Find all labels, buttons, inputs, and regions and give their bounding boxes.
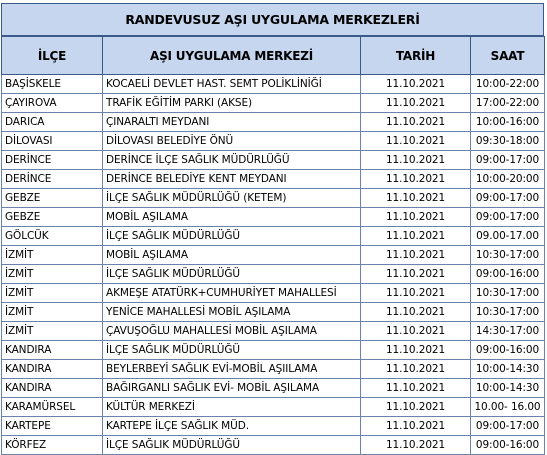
cell-date: 11.10.2021 [361, 322, 471, 341]
table-row [2, 94, 545, 113]
cell-time: 14:30-17:00 [471, 322, 545, 341]
cell-date: 11.10.2021 [361, 227, 471, 246]
cell-center: ÇAVUŞOĞLU MAHALLESİ MOBİL AŞILAMA [103, 322, 361, 341]
cell-district: KANDIRA [2, 360, 103, 379]
cell-center: İLÇE SAĞLIK MÜDÜRLÜĞÜ [103, 436, 361, 455]
schedule-sheet [1, 3, 544, 455]
cell-center: ÇINARALTI MEYDANI [103, 113, 361, 132]
cell-center: MOBİL AŞILAMA [103, 208, 361, 227]
cell-date: 11.10.2021 [361, 170, 471, 189]
table-row [2, 189, 545, 208]
cell-time: 10:00-20:00 [471, 170, 545, 189]
table-row [2, 398, 545, 417]
cell-date: 11.10.2021 [361, 246, 471, 265]
cell-date: 11.10.2021 [361, 284, 471, 303]
cell-time: 10:30-17:00 [471, 303, 545, 322]
cell-date: 11.10.2021 [361, 113, 471, 132]
cell-center: İLÇE SAĞLIK MÜDÜRLÜĞÜ (KETEM) [103, 189, 361, 208]
cell-date: 11.10.2021 [361, 360, 471, 379]
cell-district: KANDIRA [2, 379, 103, 398]
table-row [2, 360, 545, 379]
cell-center: DERİNCE BELEDİYE KENT MEYDANI [103, 170, 361, 189]
table-row [2, 341, 545, 360]
cell-center: İLÇE SAĞLIK MÜDÜRLÜĞÜ [103, 341, 361, 360]
sheet-title: RANDEVUSUZ AŞI UYGULAMA MERKEZLERİ [1, 3, 544, 36]
cell-district: İZMİT [2, 246, 103, 265]
table-row [2, 151, 545, 170]
cell-date: 11.10.2021 [361, 265, 471, 284]
cell-center: KÜLTÜR MERKEZİ [103, 398, 361, 417]
cell-date: 11.10.2021 [361, 132, 471, 151]
cell-district: GEBZE [2, 208, 103, 227]
table-row [2, 322, 545, 341]
cell-district: KARTEPE [2, 417, 103, 436]
cell-center: DİLOVASI BELEDİYE ÖNÜ [103, 132, 361, 151]
cell-time: 10:00-22:00 [471, 75, 545, 94]
cell-time: 10:00-14:30 [471, 379, 545, 398]
column-header-date: TARİH [361, 37, 471, 75]
cell-time: 09:00-17:00 [471, 151, 545, 170]
cell-time: 09:00-17:00 [471, 189, 545, 208]
cell-time: 09:00-17:00 [471, 208, 545, 227]
cell-district: KARAMÜRSEL [2, 398, 103, 417]
cell-district: DERİNCE [2, 151, 103, 170]
table-row [2, 246, 545, 265]
table-row [2, 265, 545, 284]
table-row [2, 284, 545, 303]
cell-center: İLÇE SAĞLIK MÜDÜRLÜĞÜ [103, 227, 361, 246]
table-row [2, 132, 545, 151]
cell-district: KANDIRA [2, 341, 103, 360]
cell-center: DERİNCE İLÇE SAĞLIK MÜDÜRLÜĞÜ [103, 151, 361, 170]
cell-time: 09:00-16:00 [471, 265, 545, 284]
cell-district: KÖRFEZ [2, 436, 103, 455]
cell-center: BAĞIRGANLI SAĞLIK EVİ- MOBİL AŞILAMA [103, 379, 361, 398]
cell-district: İZMİT [2, 322, 103, 341]
cell-time: 10:30-17:00 [471, 284, 545, 303]
cell-district: DERİNCE [2, 170, 103, 189]
cell-district: İZMİT [2, 303, 103, 322]
cell-date: 11.10.2021 [361, 94, 471, 113]
cell-date: 11.10.2021 [361, 341, 471, 360]
table-row [2, 303, 545, 322]
cell-center: İLÇE SAĞLIK MÜDÜRLÜĞÜ [103, 265, 361, 284]
table-row [2, 208, 545, 227]
column-header-district: İLÇE [2, 37, 103, 75]
column-header-center: AŞI UYGULAMA MERKEZİ [103, 37, 361, 75]
cell-time: 09:00-17:00 [471, 417, 545, 436]
table-row [2, 379, 545, 398]
cell-center: TRAFİK EĞİTİM PARKI (AKSE) [103, 94, 361, 113]
table-row [2, 417, 545, 436]
table-row [2, 170, 545, 189]
cell-district: GEBZE [2, 189, 103, 208]
cell-center: YENİCE MAHALLESİ MOBİL AŞILAMA [103, 303, 361, 322]
cell-date: 11.10.2021 [361, 303, 471, 322]
cell-district: DİLOVASI [2, 132, 103, 151]
cell-date: 11.10.2021 [361, 189, 471, 208]
vaccination-table [1, 36, 545, 455]
cell-center: KARTEPE İLÇE SAĞLIK MÜD. [103, 417, 361, 436]
cell-district: ÇAYIROVA [2, 94, 103, 113]
cell-date: 11.10.2021 [361, 417, 471, 436]
cell-date: 11.10.2021 [361, 436, 471, 455]
cell-district: İZMİT [2, 284, 103, 303]
cell-center: AKMEŞE ATATÜRK+CUMHURİYET MAHALLESİ [103, 284, 361, 303]
cell-time: 10.00- 16.00 [471, 398, 545, 417]
cell-date: 11.10.2021 [361, 75, 471, 94]
cell-date: 11.10.2021 [361, 379, 471, 398]
cell-time: 17:00-22:00 [471, 94, 545, 113]
cell-center: MOBİL AŞILAMA [103, 246, 361, 265]
cell-time: 09.00-17.00 [471, 227, 545, 246]
cell-date: 11.10.2021 [361, 398, 471, 417]
column-header-time: SAAT [471, 37, 545, 75]
cell-district: DARICA [2, 113, 103, 132]
cell-time: 10:30-17:00 [471, 246, 545, 265]
header-row [2, 37, 545, 75]
table-row [2, 113, 545, 132]
cell-date: 11.10.2021 [361, 151, 471, 170]
table-row [2, 227, 545, 246]
cell-time: 09:00-16:00 [471, 341, 545, 360]
table-body [2, 75, 545, 455]
cell-center: KOCAELİ DEVLET HAST. SEMT POLİKLİNİĞİ [103, 75, 361, 94]
cell-district: BAŞİSKELE [2, 75, 103, 94]
cell-time: 10:00-14:30 [471, 360, 545, 379]
cell-time: 09:00-16:00 [471, 436, 545, 455]
cell-time: 10:00-16:00 [471, 113, 545, 132]
cell-district: İZMİT [2, 265, 103, 284]
cell-center: BEYLERBEYİ SAĞLIK EVİ-MOBİL AŞIILAMA [103, 360, 361, 379]
cell-district: GÖLCÜK [2, 227, 103, 246]
table-row [2, 436, 545, 455]
cell-time: 09:30-18:00 [471, 132, 545, 151]
table-row [2, 75, 545, 94]
cell-date: 11.10.2021 [361, 208, 471, 227]
